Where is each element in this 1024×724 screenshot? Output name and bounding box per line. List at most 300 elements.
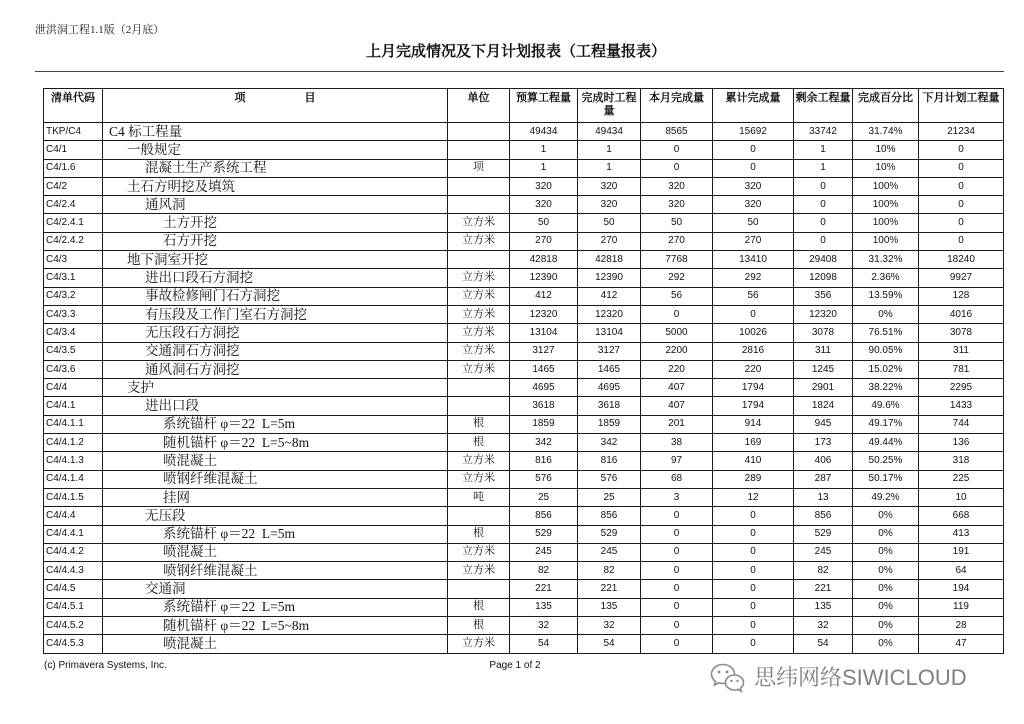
this-month-quantity: 3 (641, 489, 713, 507)
at-completion-quantity: 135 (578, 599, 641, 617)
item-code: C4/4.5.3 (44, 635, 103, 653)
item-unit: 根 (448, 416, 510, 434)
item-code: C4/4.5 (44, 580, 103, 598)
next-month-plan-quantity: 10 (919, 489, 1004, 507)
next-month-plan-quantity: 668 (919, 507, 1004, 525)
at-completion-quantity: 50 (578, 214, 641, 232)
item-unit: 立方米 (448, 343, 510, 361)
percent-complete: 0% (853, 562, 919, 580)
cumulative-quantity: 10026 (713, 324, 794, 342)
item-unit: 根 (448, 599, 510, 617)
cumulative-quantity: 1794 (713, 397, 794, 415)
next-month-plan-quantity: 0 (919, 141, 1004, 159)
at-completion-quantity: 412 (578, 288, 641, 306)
wechat-icon (710, 662, 746, 694)
at-completion-quantity: 12320 (578, 306, 641, 324)
item-unit: 立方米 (448, 233, 510, 251)
this-month-quantity: 0 (641, 160, 713, 178)
table-row (44, 617, 1004, 635)
item-code: C4/1 (44, 141, 103, 159)
item-name: 土方开挖 (103, 214, 448, 232)
budget-quantity: 50 (510, 214, 578, 232)
percent-complete: 31.74% (853, 123, 919, 141)
budget-quantity: 49434 (510, 123, 578, 141)
document-version-note: 泄洪洞工程1.1版（2月底） (35, 24, 165, 36)
footer-page-number: Page 1 of 2 (489, 660, 541, 671)
remaining-quantity: 0 (794, 214, 853, 232)
table-row (44, 196, 1004, 214)
item-unit (448, 580, 510, 598)
item-unit: 立方米 (448, 452, 510, 470)
budget-quantity: 412 (510, 288, 578, 306)
item-unit: 立方米 (448, 471, 510, 489)
item-unit: 立方米 (448, 361, 510, 379)
table-row (44, 544, 1004, 562)
table-header-row (44, 89, 1004, 123)
next-month-plan-quantity: 47 (919, 635, 1004, 653)
next-month-plan-quantity: 191 (919, 544, 1004, 562)
item-name: 混凝土生产系统工程 (103, 160, 448, 178)
percent-complete: 0% (853, 580, 919, 598)
this-month-quantity: 0 (641, 141, 713, 159)
table-row (44, 489, 1004, 507)
table-row (44, 599, 1004, 617)
budget-quantity: 3127 (510, 343, 578, 361)
item-unit: 立方米 (448, 288, 510, 306)
this-month-quantity: 97 (641, 452, 713, 470)
item-code: C4/3.5 (44, 343, 103, 361)
item-unit: 根 (448, 526, 510, 544)
this-month-quantity: 407 (641, 379, 713, 397)
at-completion-quantity: 320 (578, 178, 641, 196)
item-unit: 立方米 (448, 562, 510, 580)
title-rule (35, 71, 1004, 72)
remaining-quantity: 856 (794, 507, 853, 525)
budget-quantity: 25 (510, 489, 578, 507)
table-row (44, 324, 1004, 342)
table-row (44, 343, 1004, 361)
column-header-this-month: 本月完成量 (641, 89, 713, 123)
cumulative-quantity: 0 (713, 507, 794, 525)
item-unit: 立方米 (448, 306, 510, 324)
item-code: C4/2 (44, 178, 103, 196)
remaining-quantity: 82 (794, 562, 853, 580)
next-month-plan-quantity: 194 (919, 580, 1004, 598)
table-row (44, 160, 1004, 178)
cumulative-quantity: 0 (713, 306, 794, 324)
at-completion-quantity: 1 (578, 160, 641, 178)
at-completion-quantity: 320 (578, 196, 641, 214)
remaining-quantity: 0 (794, 233, 853, 251)
cumulative-quantity: 0 (713, 599, 794, 617)
cumulative-quantity: 0 (713, 526, 794, 544)
at-completion-quantity: 3618 (578, 397, 641, 415)
next-month-plan-quantity: 413 (919, 526, 1004, 544)
item-code: C4/4.1.3 (44, 452, 103, 470)
remaining-quantity: 245 (794, 544, 853, 562)
budget-quantity: 245 (510, 544, 578, 562)
at-completion-quantity: 32 (578, 617, 641, 635)
percent-complete: 38.22% (853, 379, 919, 397)
next-month-plan-quantity: 0 (919, 214, 1004, 232)
next-month-plan-quantity: 2295 (919, 379, 1004, 397)
remaining-quantity: 3078 (794, 324, 853, 342)
item-code: C4/4.1.2 (44, 434, 103, 452)
percent-complete: 49.44% (853, 434, 919, 452)
budget-quantity: 1 (510, 160, 578, 178)
budget-quantity: 342 (510, 434, 578, 452)
item-name: C4 标工程量 (103, 123, 448, 141)
table-row (44, 562, 1004, 580)
table-row (44, 379, 1004, 397)
at-completion-quantity: 49434 (578, 123, 641, 141)
this-month-quantity: 8565 (641, 123, 713, 141)
table-row (44, 416, 1004, 434)
cumulative-quantity: 13410 (713, 251, 794, 269)
percent-complete: 31.32% (853, 251, 919, 269)
item-code: C4/2.4.2 (44, 233, 103, 251)
remaining-quantity: 32 (794, 617, 853, 635)
column-header-next-month: 下月计划工程量 (919, 89, 1004, 123)
this-month-quantity: 201 (641, 416, 713, 434)
watermark-text: 思纬网络SIWICLOUD (754, 665, 967, 690)
item-name: 通风洞石方洞挖 (103, 361, 448, 379)
item-code: C4/3.1 (44, 269, 103, 287)
item-code: C4/4.4 (44, 507, 103, 525)
budget-quantity: 82 (510, 562, 578, 580)
item-name: 系统锚杆 φ＝22 L=5m (103, 416, 448, 434)
budget-quantity: 221 (510, 580, 578, 598)
remaining-quantity: 0 (794, 196, 853, 214)
percent-complete: 49.17% (853, 416, 919, 434)
table-row (44, 251, 1004, 269)
cumulative-quantity: 1794 (713, 379, 794, 397)
at-completion-quantity: 342 (578, 434, 641, 452)
item-name: 进出口段石方洞挖 (103, 269, 448, 287)
this-month-quantity: 270 (641, 233, 713, 251)
item-code: C4/4.5.2 (44, 617, 103, 635)
budget-quantity: 1 (510, 141, 578, 159)
item-code: C4/3.3 (44, 306, 103, 324)
item-unit: 立方米 (448, 544, 510, 562)
at-completion-quantity: 1465 (578, 361, 641, 379)
table-row (44, 635, 1004, 653)
at-completion-quantity: 54 (578, 635, 641, 653)
remaining-quantity: 287 (794, 471, 853, 489)
remaining-quantity: 12320 (794, 306, 853, 324)
remaining-quantity: 13 (794, 489, 853, 507)
item-unit (448, 251, 510, 269)
table-row (44, 471, 1004, 489)
item-name: 交通洞石方洞挖 (103, 343, 448, 361)
remaining-quantity: 0 (794, 178, 853, 196)
cumulative-quantity: 0 (713, 544, 794, 562)
percent-complete: 50.17% (853, 471, 919, 489)
item-code: C4/3.2 (44, 288, 103, 306)
cumulative-quantity: 320 (713, 196, 794, 214)
item-name: 土石方明挖及填筑 (103, 178, 448, 196)
this-month-quantity: 0 (641, 617, 713, 635)
table-row (44, 141, 1004, 159)
budget-quantity: 54 (510, 635, 578, 653)
percent-complete: 0% (853, 544, 919, 562)
next-month-plan-quantity: 3078 (919, 324, 1004, 342)
next-month-plan-quantity: 136 (919, 434, 1004, 452)
table-row (44, 178, 1004, 196)
item-code: C4/4.4.3 (44, 562, 103, 580)
next-month-plan-quantity: 21234 (919, 123, 1004, 141)
item-code: C4/4.1 (44, 397, 103, 415)
remaining-quantity: 311 (794, 343, 853, 361)
this-month-quantity: 56 (641, 288, 713, 306)
item-code: TKP/C4 (44, 123, 103, 141)
cumulative-quantity: 914 (713, 416, 794, 434)
table-row (44, 288, 1004, 306)
at-completion-quantity: 42818 (578, 251, 641, 269)
item-name: 无压段石方洞挖 (103, 324, 448, 342)
next-month-plan-quantity: 781 (919, 361, 1004, 379)
item-code: C4/4.1.1 (44, 416, 103, 434)
budget-quantity: 1859 (510, 416, 578, 434)
next-month-plan-quantity: 0 (919, 233, 1004, 251)
percent-complete: 0% (853, 599, 919, 617)
item-unit (448, 379, 510, 397)
next-month-plan-quantity: 225 (919, 471, 1004, 489)
remaining-quantity: 945 (794, 416, 853, 434)
at-completion-quantity: 1859 (578, 416, 641, 434)
this-month-quantity: 320 (641, 178, 713, 196)
table-row (44, 269, 1004, 287)
this-month-quantity: 220 (641, 361, 713, 379)
remaining-quantity: 1 (794, 160, 853, 178)
next-month-plan-quantity: 0 (919, 196, 1004, 214)
item-unit: 根 (448, 434, 510, 452)
remaining-quantity: 135 (794, 599, 853, 617)
next-month-plan-quantity: 744 (919, 416, 1004, 434)
next-month-plan-quantity: 4016 (919, 306, 1004, 324)
item-name: 支护 (103, 379, 448, 397)
at-completion-quantity: 1 (578, 141, 641, 159)
column-header-cumulative: 累计完成量 (713, 89, 794, 123)
percent-complete: 100% (853, 233, 919, 251)
table-row (44, 214, 1004, 232)
item-name: 有压段及工作门室石方洞挖 (103, 306, 448, 324)
remaining-quantity: 356 (794, 288, 853, 306)
cumulative-quantity: 15692 (713, 123, 794, 141)
remaining-quantity: 29408 (794, 251, 853, 269)
item-name: 事故检修闸门石方洞挖 (103, 288, 448, 306)
item-name: 进出口段 (103, 397, 448, 415)
this-month-quantity: 0 (641, 599, 713, 617)
budget-quantity: 42818 (510, 251, 578, 269)
table-row (44, 580, 1004, 598)
at-completion-quantity: 270 (578, 233, 641, 251)
watermark (710, 662, 967, 694)
at-completion-quantity: 82 (578, 562, 641, 580)
percent-complete: 13.59% (853, 288, 919, 306)
this-month-quantity: 0 (641, 507, 713, 525)
percent-complete: 10% (853, 141, 919, 159)
item-code: C4/3.4 (44, 324, 103, 342)
column-header-percent: 完成百分比 (853, 89, 919, 123)
percent-complete: 76.51% (853, 324, 919, 342)
remaining-quantity: 2901 (794, 379, 853, 397)
budget-quantity: 135 (510, 599, 578, 617)
item-name: 喷混凝土 (103, 544, 448, 562)
budget-quantity: 529 (510, 526, 578, 544)
item-unit: 根 (448, 617, 510, 635)
cumulative-quantity: 50 (713, 214, 794, 232)
this-month-quantity: 0 (641, 562, 713, 580)
remaining-quantity: 529 (794, 526, 853, 544)
item-unit (448, 123, 510, 141)
column-header-budget: 预算工程量 (510, 89, 578, 123)
table-body (44, 123, 1004, 654)
budget-quantity: 320 (510, 178, 578, 196)
item-name: 地下洞室开挖 (103, 251, 448, 269)
item-code: C4/4 (44, 379, 103, 397)
percent-complete: 0% (853, 635, 919, 653)
percent-complete: 0% (853, 306, 919, 324)
next-month-plan-quantity: 119 (919, 599, 1004, 617)
percent-complete: 0% (853, 507, 919, 525)
cumulative-quantity: 0 (713, 580, 794, 598)
table-row (44, 361, 1004, 379)
this-month-quantity: 5000 (641, 324, 713, 342)
cumulative-quantity: 292 (713, 269, 794, 287)
item-name: 一般规定 (103, 141, 448, 159)
next-month-plan-quantity: 0 (919, 160, 1004, 178)
remaining-quantity: 54 (794, 635, 853, 653)
item-code: C4/1.6 (44, 160, 103, 178)
item-unit: 项 (448, 160, 510, 178)
item-name: 喷混凝土 (103, 452, 448, 470)
footer-copyright: (c) Primavera Systems, Inc. (44, 660, 167, 671)
remaining-quantity: 12098 (794, 269, 853, 287)
column-header-at-completion: 完成时工程量 (578, 89, 641, 123)
item-code: C4/4.4.1 (44, 526, 103, 544)
budget-quantity: 1465 (510, 361, 578, 379)
budget-quantity: 576 (510, 471, 578, 489)
percent-complete: 50.25% (853, 452, 919, 470)
next-month-plan-quantity: 318 (919, 452, 1004, 470)
next-month-plan-quantity: 128 (919, 288, 1004, 306)
item-name: 喷混凝土 (103, 635, 448, 653)
this-month-quantity: 68 (641, 471, 713, 489)
table-row (44, 123, 1004, 141)
at-completion-quantity: 4695 (578, 379, 641, 397)
cumulative-quantity: 56 (713, 288, 794, 306)
percent-complete: 49.2% (853, 489, 919, 507)
percent-complete: 100% (853, 178, 919, 196)
cumulative-quantity: 169 (713, 434, 794, 452)
item-code: C4/4.4.2 (44, 544, 103, 562)
cumulative-quantity: 0 (713, 635, 794, 653)
percent-complete: 100% (853, 196, 919, 214)
item-unit: 立方米 (448, 635, 510, 653)
item-name: 随机锚杆 φ＝22 L=5~8m (103, 434, 448, 452)
at-completion-quantity: 529 (578, 526, 641, 544)
at-completion-quantity: 856 (578, 507, 641, 525)
budget-quantity: 13104 (510, 324, 578, 342)
this-month-quantity: 50 (641, 214, 713, 232)
cumulative-quantity: 289 (713, 471, 794, 489)
remaining-quantity: 406 (794, 452, 853, 470)
percent-complete: 90.05% (853, 343, 919, 361)
item-code: C4/2.4 (44, 196, 103, 214)
item-unit (448, 178, 510, 196)
cumulative-quantity: 0 (713, 141, 794, 159)
item-code: C4/3 (44, 251, 103, 269)
item-unit (448, 397, 510, 415)
remaining-quantity: 173 (794, 434, 853, 452)
item-code: C4/4.1.5 (44, 489, 103, 507)
cumulative-quantity: 220 (713, 361, 794, 379)
remaining-quantity: 33742 (794, 123, 853, 141)
item-name: 交通洞 (103, 580, 448, 598)
remaining-quantity: 1824 (794, 397, 853, 415)
this-month-quantity: 320 (641, 196, 713, 214)
at-completion-quantity: 816 (578, 452, 641, 470)
budget-quantity: 4695 (510, 379, 578, 397)
next-month-plan-quantity: 64 (919, 562, 1004, 580)
this-month-quantity: 0 (641, 635, 713, 653)
item-name: 挂网 (103, 489, 448, 507)
budget-quantity: 816 (510, 452, 578, 470)
budget-quantity: 270 (510, 233, 578, 251)
budget-quantity: 3618 (510, 397, 578, 415)
item-code: C4/4.5.1 (44, 599, 103, 617)
quantity-report-table (43, 88, 1004, 654)
item-code: C4/2.4.1 (44, 214, 103, 232)
this-month-quantity: 0 (641, 526, 713, 544)
next-month-plan-quantity: 1433 (919, 397, 1004, 415)
this-month-quantity: 38 (641, 434, 713, 452)
report-title: 上月完成情况及下月计划报表（工程量报表） (365, 44, 666, 60)
this-month-quantity: 0 (641, 544, 713, 562)
this-month-quantity: 0 (641, 306, 713, 324)
percent-complete: 10% (853, 160, 919, 178)
table-row (44, 434, 1004, 452)
item-name: 喷钢纤维混凝土 (103, 562, 448, 580)
percent-complete: 0% (853, 617, 919, 635)
cumulative-quantity: 0 (713, 562, 794, 580)
at-completion-quantity: 3127 (578, 343, 641, 361)
table-row (44, 452, 1004, 470)
at-completion-quantity: 221 (578, 580, 641, 598)
item-unit (448, 507, 510, 525)
column-header-item: 项 目 (103, 89, 448, 123)
budget-quantity: 32 (510, 617, 578, 635)
next-month-plan-quantity: 28 (919, 617, 1004, 635)
remaining-quantity: 221 (794, 580, 853, 598)
column-header-code: 清单代码 (44, 89, 103, 123)
at-completion-quantity: 25 (578, 489, 641, 507)
this-month-quantity: 0 (641, 580, 713, 598)
this-month-quantity: 407 (641, 397, 713, 415)
item-name: 系统锚杆 φ＝22 L=5m (103, 526, 448, 544)
column-header-remaining: 剩余工程量 (794, 89, 853, 123)
percent-complete: 2.36% (853, 269, 919, 287)
table-row (44, 507, 1004, 525)
cumulative-quantity: 2816 (713, 343, 794, 361)
column-header-unit: 单位 (448, 89, 510, 123)
budget-quantity: 12390 (510, 269, 578, 287)
remaining-quantity: 1245 (794, 361, 853, 379)
cumulative-quantity: 0 (713, 617, 794, 635)
at-completion-quantity: 576 (578, 471, 641, 489)
item-unit (448, 141, 510, 159)
